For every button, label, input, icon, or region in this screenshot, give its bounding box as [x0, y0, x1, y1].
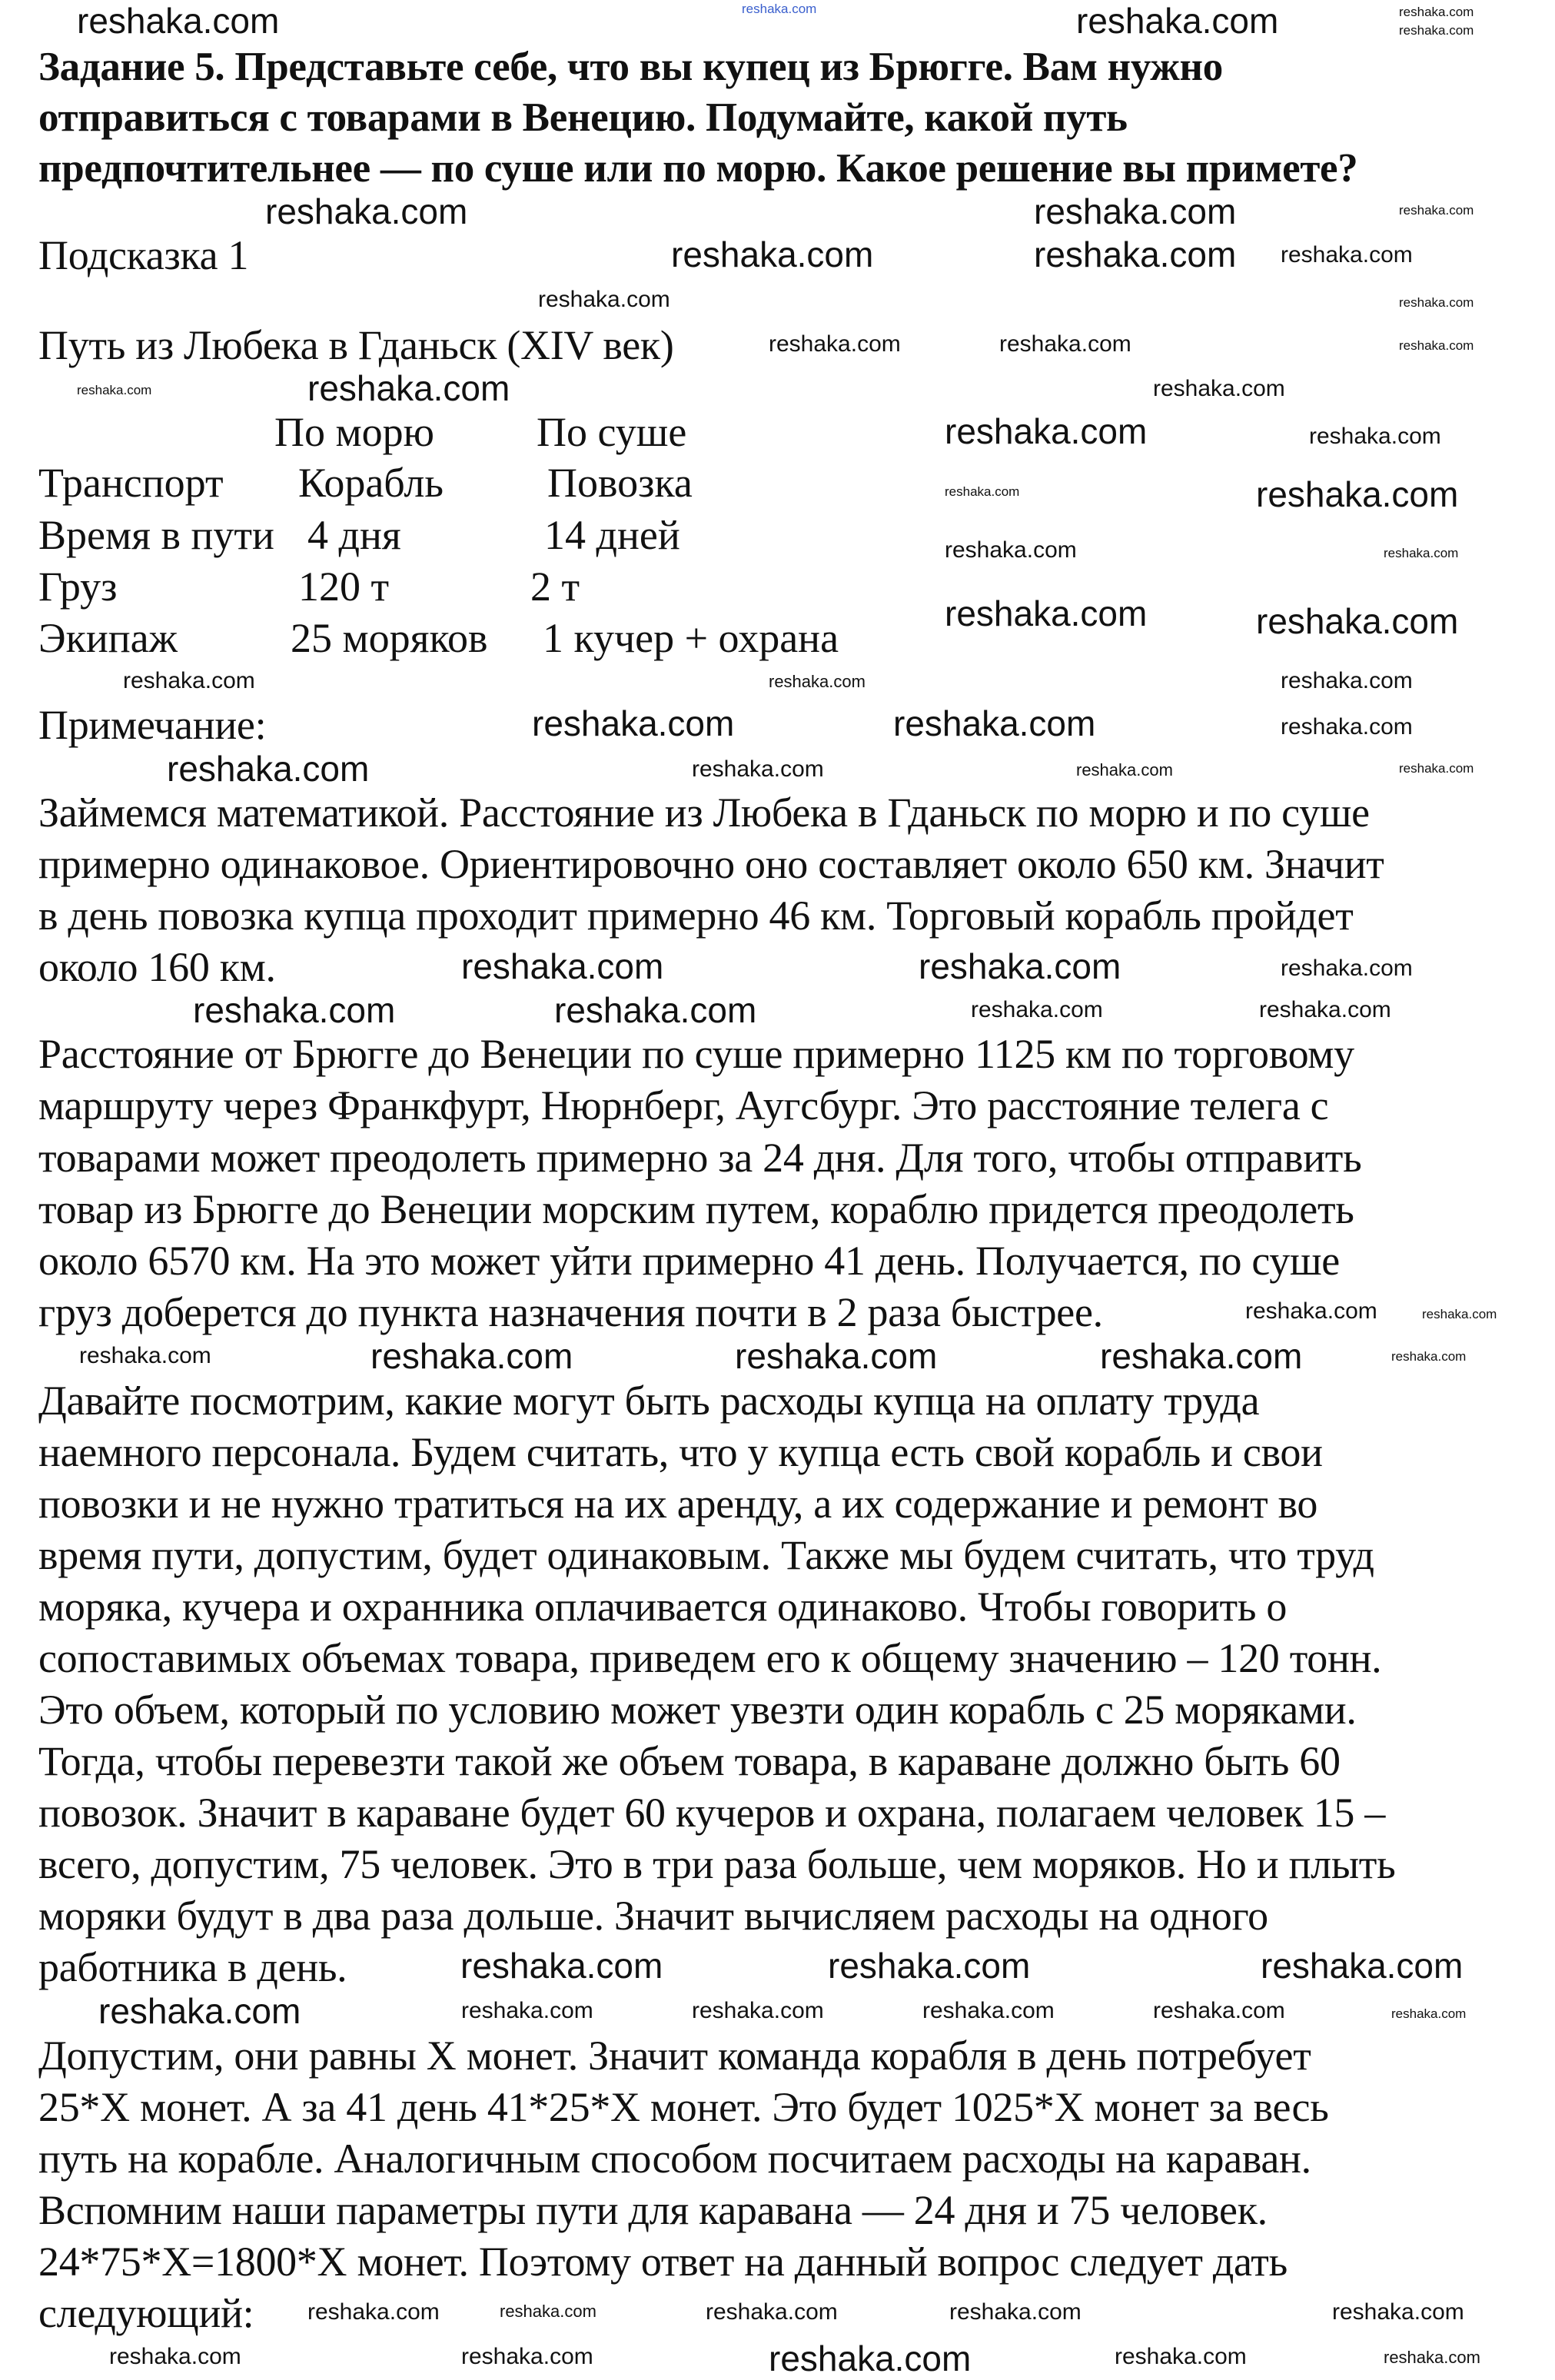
watermark: reshaka.com	[893, 703, 1096, 743]
watermark: reshaka.com	[98, 1991, 301, 2031]
text-line: около 160 км.	[38, 944, 276, 990]
watermark: reshaka.com	[692, 1998, 824, 2023]
watermark: reshaka.com	[1259, 997, 1391, 1022]
watermark: reshaka.com	[919, 946, 1121, 986]
text-line: груз доберется до пункта назначения почти в 2 раза быстрее.	[38, 1289, 1103, 1335]
watermark: reshaka.com	[307, 368, 510, 408]
table-cell: 2 т	[530, 563, 580, 610]
watermark: reshaka.com	[77, 1, 280, 41]
watermark: reshaka.com	[945, 484, 1020, 499]
text-line: работника в день.	[38, 1944, 347, 1990]
watermark: reshaka.com	[769, 2338, 972, 2378]
watermark: reshaka.com	[945, 411, 1148, 451]
table-cell: 4 дня	[307, 512, 401, 558]
table-cell: Корабль	[298, 460, 444, 506]
table-cell: 14 дней	[544, 512, 680, 558]
watermark: reshaka.com	[1153, 376, 1285, 401]
watermark: reshaka.com	[1332, 2299, 1464, 2325]
table-cell: Повозка	[547, 460, 693, 506]
text-line: около 6570 км. На это может уйти примерно 41 день. Получается, по суше	[38, 1238, 1340, 1284]
text-line: время пути, допустим, будет одинаковым. Также мы будем считать, что труд	[38, 1532, 1374, 1578]
watermark: reshaka.com	[1153, 1998, 1285, 2023]
watermark: reshaka.com	[370, 1336, 573, 1376]
watermark: reshaka.com	[1281, 242, 1413, 268]
watermark: reshaka.com	[500, 2302, 596, 2321]
watermark: reshaka.com	[769, 672, 866, 691]
watermark: reshaka.com	[538, 287, 670, 312]
hint-label: Подсказка 1	[38, 232, 249, 278]
text-line: наемного персонала. Будем считать, что у купца есть свой корабль и свои	[38, 1429, 1323, 1475]
task-title-line: предпочтительнее — по суше или по морю. Какое решение вы примете?	[38, 146, 1358, 191]
text-line: путь на корабле. Аналогичным способом посчитаем расходы на караван.	[38, 2136, 1311, 2182]
table-cell: 120 т	[298, 563, 390, 610]
watermark: reshaka.com	[945, 537, 1077, 563]
watermark: reshaka.com	[1384, 546, 1459, 560]
watermark: reshaka.com	[193, 990, 396, 1030]
watermark: reshaka.com	[461, 1998, 593, 2023]
text-line: примерно одинаковое. Ориентировочно оно составляет около 650 км. Значит	[38, 841, 1384, 887]
watermark: reshaka.com	[692, 756, 824, 782]
text-line: моряка, кучера и охранника оплачивается одинаково. Чтобы говорить о	[38, 1584, 1288, 1630]
watermark: reshaka.com	[735, 1336, 938, 1376]
table-cell: Время в пути	[38, 512, 274, 558]
table-cell: 25 моряков	[291, 615, 488, 661]
watermark: reshaka.com	[1034, 191, 1237, 231]
watermark: reshaka.com	[999, 331, 1131, 357]
watermark: reshaka.com	[1245, 1298, 1377, 1324]
watermark: reshaka.com	[706, 2299, 838, 2325]
text-line: Давайте посмотрим, какие могут быть расходы купца на оплату труда	[38, 1378, 1260, 1424]
watermark: reshaka.com	[1256, 601, 1459, 641]
watermark: reshaka.com	[307, 2299, 440, 2325]
watermark: reshaka.com	[123, 668, 255, 693]
watermark: reshaka.com	[1309, 424, 1441, 449]
text-line: товарами может преодолеть примерно за 24 дня. Для того, чтобы отправить	[38, 1135, 1362, 1181]
watermark: reshaka.com	[1422, 1307, 1497, 1321]
watermark: reshaka.com	[1391, 2006, 1467, 2021]
watermark: reshaka.com	[922, 1998, 1055, 2023]
watermark: reshaka.com	[742, 2, 817, 16]
watermark: reshaka.com	[1281, 956, 1413, 981]
table-cell: Транспорт	[38, 460, 224, 506]
watermark: reshaka.com	[460, 1946, 663, 1986]
table-cell: Экипаж	[38, 615, 178, 661]
table-cell: Груз	[38, 563, 118, 610]
watermark: reshaka.com	[167, 749, 370, 789]
text-line: моряки будут в два раза дольше. Значит вычисляем расходы на одного	[38, 1893, 1268, 1939]
text-line: повозки и не нужно тратиться на их аренду, а их содержание и ремонт во	[38, 1481, 1318, 1527]
text-line: маршруту через Франкфурт, Нюрнберг, Аугсбург. Это расстояние телега с	[38, 1082, 1329, 1129]
watermark: reshaka.com	[1281, 668, 1413, 693]
text-line: сопоставимых объемах товара, приведем его к общему значению – 120 тонн.	[38, 1635, 1382, 1681]
text-line: товар из Брюгге до Венеции морским путем, кораблю придется преодолеть	[38, 1186, 1354, 1232]
text-line: повозок. Значит в караване будет 60 кучеров и охрана, полагаем человек 15 –	[38, 1790, 1386, 1836]
watermark: reshaka.com	[1399, 338, 1474, 353]
task-title-line: отправиться с товарами в Венецию. Подумайте, какой путь	[38, 95, 1128, 140]
text-line: Тогда, чтобы перевезти такой же объем товара, в караване должно быть 60	[38, 1738, 1341, 1784]
watermark: reshaka.com	[1256, 474, 1459, 514]
watermark: reshaka.com	[1281, 714, 1413, 740]
text-line: Займемся математикой. Расстояние из Любека в Гданьск по морю и по суше	[38, 789, 1370, 836]
table-cell: 1 кучер + охрана	[543, 615, 839, 661]
watermark: reshaka.com	[1034, 234, 1237, 274]
watermark: reshaka.com	[1399, 5, 1474, 19]
watermark: reshaka.com	[461, 946, 664, 986]
watermark: reshaka.com	[1384, 2348, 1480, 2367]
text-line: следующий:	[38, 2290, 254, 2336]
watermark: reshaka.com	[77, 383, 152, 397]
watermark: reshaka.com	[1261, 1946, 1464, 1986]
table-caption: Путь из Любека в Гданьск (XIV век)	[38, 322, 674, 368]
text-line: Допустим, они равны Х монет. Значит команда корабля в день потребует	[38, 2033, 1311, 2079]
text-line: 24*75*Х=1800*Х монет. Поэтому ответ на данный вопрос следует дать	[38, 2239, 1288, 2285]
watermark: reshaka.com	[1399, 203, 1474, 218]
watermark: reshaka.com	[1399, 295, 1474, 310]
note-label: Примечание:	[38, 702, 267, 748]
watermark: reshaka.com	[265, 191, 468, 231]
text-line: Вспомним наши параметры пути для каравана — 24 дня и 75 человек.	[38, 2187, 1268, 2233]
watermark: reshaka.com	[1115, 2344, 1247, 2369]
text-line: Это объем, который по условию может увезти один корабль с 25 моряками.	[38, 1687, 1357, 1733]
watermark: reshaka.com	[971, 997, 1103, 1022]
watermark: reshaka.com	[79, 1343, 211, 1368]
text-line: Расстояние от Брюгге до Венеции по суше примерно 1125 км по торговому	[38, 1031, 1354, 1077]
watermark: reshaka.com	[1100, 1336, 1303, 1376]
text-line: в день повозка купца проходит примерно 46 км. Торговый корабль пройдет	[38, 892, 1354, 939]
text-line: 25*Х монет. А за 41 день 41*25*Х монет. Это будет 1025*Х монет за весь	[38, 2084, 1329, 2130]
watermark: reshaka.com	[109, 2344, 241, 2369]
watermark: reshaka.com	[671, 234, 874, 274]
watermark: reshaka.com	[1399, 761, 1474, 776]
watermark: reshaka.com	[1399, 23, 1474, 38]
watermark: reshaka.com	[532, 703, 735, 743]
watermark: reshaka.com	[461, 2344, 593, 2369]
text-line: всего, допустим, 75 человек. Это в три раза больше, чем моряков. Но и плыть	[38, 1841, 1396, 1887]
watermark: reshaka.com	[769, 331, 901, 357]
watermark: reshaka.com	[1076, 760, 1173, 779]
table-header-land: По суше	[537, 409, 687, 455]
table-header-sea: По морю	[274, 409, 435, 455]
watermark: reshaka.com	[945, 593, 1148, 633]
watermark: reshaka.com	[1076, 1, 1279, 41]
task-title-line: Задание 5. Представьте себе, что вы купец из Брюгге. Вам нужно	[38, 45, 1223, 89]
watermark: reshaka.com	[949, 2299, 1082, 2325]
watermark: reshaka.com	[828, 1946, 1031, 1986]
watermark: reshaka.com	[554, 990, 757, 1030]
watermark: reshaka.com	[1391, 1349, 1467, 1364]
